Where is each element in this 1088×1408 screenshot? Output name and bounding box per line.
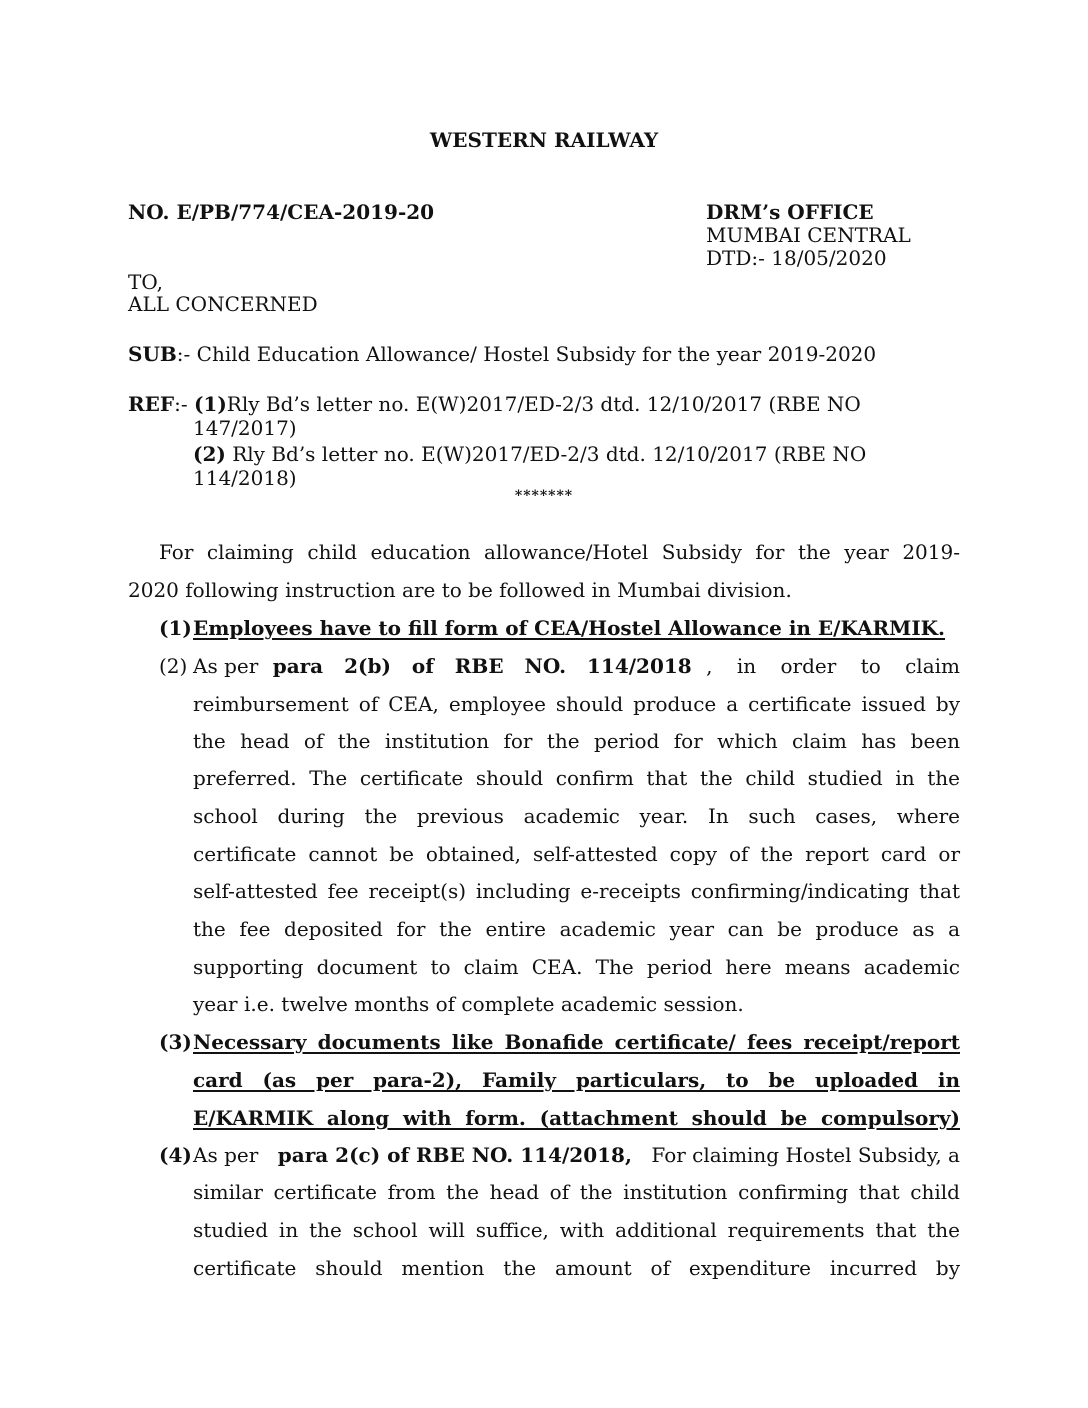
- point-2-line-3: the head of the institution for the period for which claim has been: [193, 729, 960, 753]
- point-2-suffix: , in order to claim: [706, 654, 960, 678]
- separator-stars: *******: [514, 488, 574, 504]
- point-3-line-3: E/KARMIK along with form. (attachment should be compulsory): [193, 1106, 960, 1130]
- reference-1-number: (1): [193, 392, 227, 416]
- point-4-prefix: As per: [193, 1143, 259, 1167]
- point-1-text: Employees have to fill form of CEA/Hostel Allowance in E/KARMIK.: [193, 616, 946, 640]
- reference-2-continuation: 114/2018): [193, 466, 297, 490]
- point-2-line-6: certificate cannot be obtained, self-attested copy of the report card or: [193, 842, 960, 866]
- addressee-name: ALL CONCERNED: [128, 292, 318, 316]
- reference-2-text: Rly Bd’s letter no. E(W)2017/ED-2/3 dtd. 12/10/2017 (RBE NO: [225, 442, 867, 466]
- reference-1-continuation: 147/2017): [193, 416, 297, 440]
- point-2-line-4: preferred. The certificate should confirm that the child studied in the: [193, 766, 960, 790]
- office-location: MUMBAI CENTRAL: [706, 223, 911, 247]
- point-4-line-2: similar certificate from the head of the institution confirming that child: [193, 1180, 960, 1204]
- point-4-reference: para 2(c) of RBE NO. 114/2018,: [277, 1143, 632, 1167]
- point-2-line-10: year i.e. twelve months of complete academic session.: [193, 992, 744, 1016]
- point-2-line-7: self-attested fee receipt(s) including e-receipts confirming/indicating that: [193, 879, 960, 903]
- point-1-number: (1): [159, 616, 192, 640]
- point-4-line-4: certificate should mention the amount of expenditure incurred by: [193, 1256, 960, 1280]
- point-2-prefix: As per: [193, 654, 259, 678]
- reference-1-text: Rly Bd’s letter no. E(W)2017/ED-2/3 dtd. 12/10/2017 (RBE NO: [226, 392, 861, 416]
- point-4-suffix: For claiming Hostel Subsidy, a: [651, 1143, 960, 1167]
- point-3-number: (3): [159, 1030, 192, 1054]
- intro-line-2: 2020 following instruction are to be followed in Mumbai division.: [128, 578, 792, 602]
- point-2-reference: para 2(b) of RBE NO. 114/2018: [272, 654, 692, 678]
- letter-number: NO. E/PB/774/CEA-2019-20: [128, 200, 435, 224]
- point-2-line-9: supporting document to claim CEA. The period here means academic: [193, 955, 960, 979]
- point-2-number: (2): [159, 654, 188, 678]
- reference-label: REF: [128, 392, 175, 416]
- point-2-line-8: the fee deposited for the entire academic year can be produce as a: [193, 917, 960, 941]
- letter-date: DTD:- 18/05/2020: [706, 246, 887, 270]
- point-2-line-5: school during the previous academic year. In such cases, where: [193, 804, 960, 828]
- point-2-line-1: [193, 654, 960, 678]
- point-2-line-2: reimbursement of CEA, employee should produce a certificate issued by: [193, 692, 960, 716]
- point-3-line-1: Necessary documents like Bonafide certificate/ fees receipt/report: [193, 1030, 960, 1054]
- subject-label: SUB: [128, 342, 177, 366]
- reference-2-line: [193, 442, 866, 466]
- point-3-line-2: card (as per para-2), Family particulars, to be uploaded in: [193, 1068, 960, 1092]
- point-4-number: (4): [159, 1143, 192, 1167]
- reference-2-number: (2): [193, 442, 226, 466]
- addressee-to: TO,: [128, 270, 163, 294]
- intro-line-1: For claiming child education allowance/Hotel Subsidy for the year 2019-: [159, 540, 960, 564]
- point-4-line-3: studied in the school will suffice, with additional requirements that the: [193, 1218, 960, 1242]
- reference-separator: :-: [174, 392, 194, 416]
- reference-line-1: [128, 392, 861, 416]
- point-4-line-1: [193, 1143, 960, 1167]
- subject-text: :- Child Education Allowance/ Hostel Subsidy for the year 2019-2020: [176, 342, 877, 366]
- document-title: WESTERN RAILWAY: [429, 128, 659, 152]
- subject-line: [128, 342, 876, 366]
- office-name: DRM’s OFFICE: [706, 200, 874, 224]
